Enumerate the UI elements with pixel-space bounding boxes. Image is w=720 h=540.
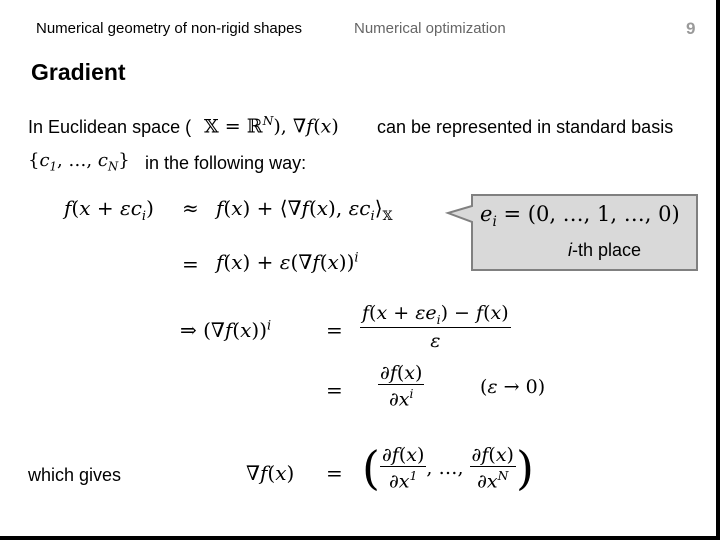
eq4-equals: = — [326, 378, 343, 402]
callout-label-text: -th place — [572, 240, 642, 260]
basis-formula: {$c_1$, …, $c_N$} — [28, 150, 130, 174]
eq1-rhs: f(x) + ⟨∇f(x), $\varepsilon c_i⟩_𝕏$ — [216, 196, 393, 224]
eq3-fraction: $\frac{f(x + \varepsilon e_i) - f(x)}{\varepsilon}$ — [362, 302, 509, 352]
callout-label — [568, 240, 641, 261]
eq2-rhs: $f(x) + \varepsilon(\nabla f(x))^i$ — [216, 250, 359, 274]
eq1-approx: ≈ — [182, 196, 199, 220]
eq4-limit: (ε → 0) — [480, 376, 546, 398]
header-course-title: Numerical geometry of non-rigid shapes — [36, 20, 302, 37]
final-equals: = — [326, 461, 343, 485]
eq3-equals: = — [326, 318, 343, 342]
callout-formula: $e_i = (0$, …, 1, …, 0) — [480, 202, 680, 231]
eq4-fraction: $\frac{\partial f(x)}{\partial x^i}$ — [380, 362, 423, 411]
intro-suffix: can be represented in standard basis — [377, 117, 674, 137]
eq3-lhs: ⇒ $(\nabla f(x))^i$ — [180, 318, 272, 342]
eq1-lhs: $f(x + \varepsilon c_i)$ — [64, 196, 154, 224]
slide-title: Gradient — [31, 59, 126, 85]
intro-formula-space: 𝕏 = ℝ$^N$), ∇f(x) — [204, 114, 339, 138]
intro-prefix: In Euclidean space ( — [28, 117, 192, 137]
final-lhs: ∇f(x) — [246, 461, 295, 485]
page-number: 9 — [686, 19, 696, 38]
eq2-equals: = — [182, 252, 199, 276]
header-section-title: Numerical optimization — [354, 20, 506, 37]
final-vector: ( $\frac{\partial f(x)}{\partial x^1}$ , …, $\frac{\partial f(x)}{\partial x^N}$ ) — [362, 441, 534, 495]
intro-line2: in the following way: — [145, 153, 307, 173]
callout-label-index: i — [568, 240, 572, 260]
which-gives-text: which gives — [28, 465, 122, 485]
